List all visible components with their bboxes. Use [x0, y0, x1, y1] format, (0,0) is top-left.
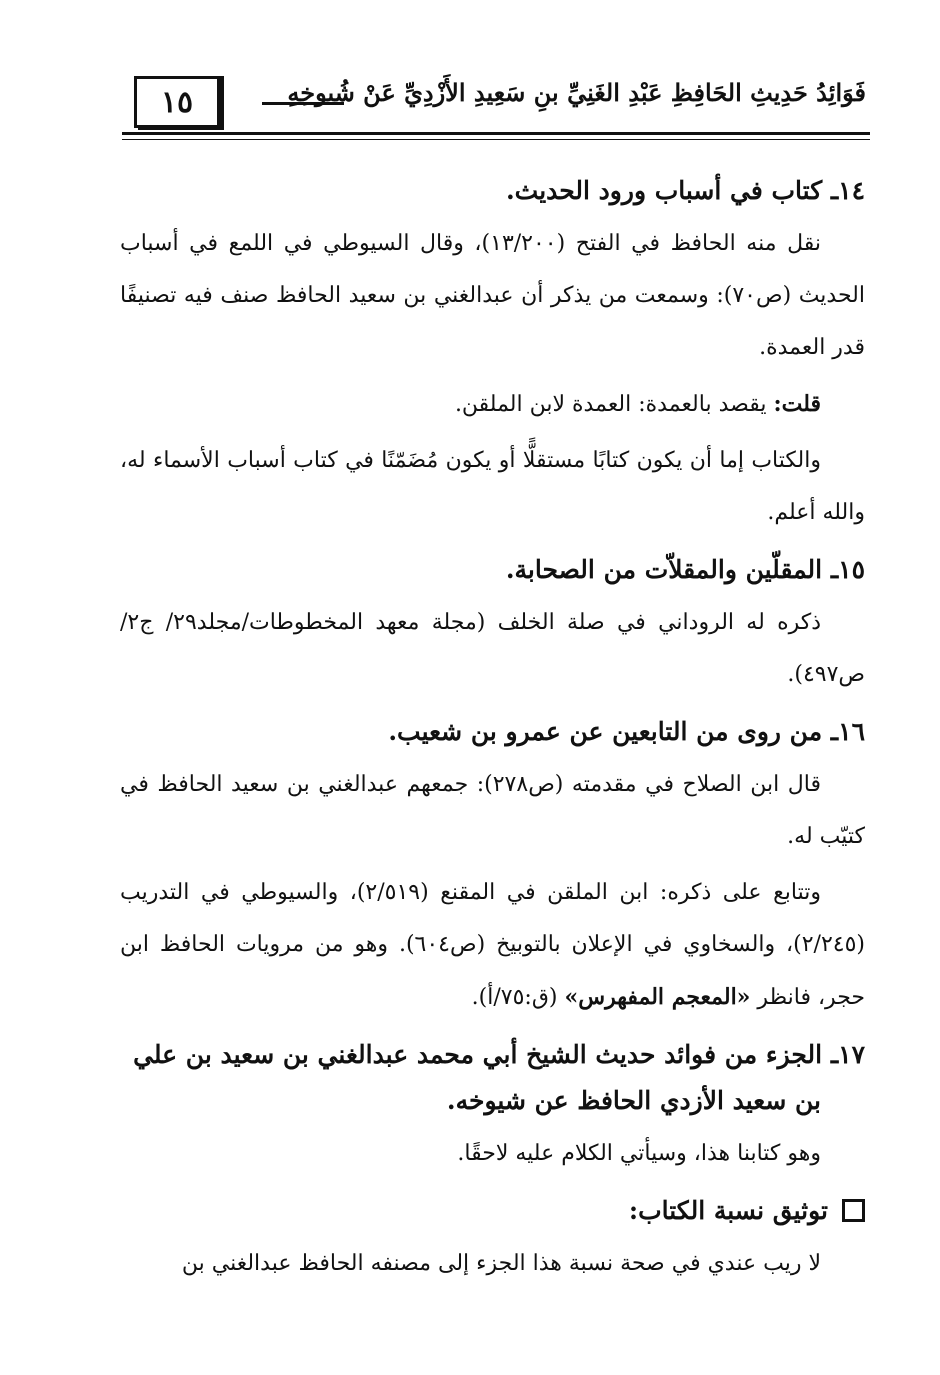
header-rule-thin — [122, 139, 870, 140]
section-14-paragraph-1: نقل منه الحافظ في الفتح (١٣/٢٠٠)، وقال السيوطي في اللمع في أسباب الحديث (ص٧٠): وسمعت من يذكر أن عبدالغني بن سعيد الحافظ صنف فيه تصنيفًا قدر العمدة. — [120, 231, 865, 360]
running-title: فَوَائِدُ حَدِيثِ الحَافِظِ عَبْدِ الغَنِيِّ بنِ سَعِيدِ الأَزْدِيِّ عَنْ شُيوخِهِ — [287, 78, 866, 107]
qult-label: قلت: — [773, 391, 821, 417]
section-16-p2-text: وتتابع على ذكره: ابن الملقن في المقنع (٢/٥١٩)، والسيوطي في التدريب (٢/٢٤٥)، والسخاوي في الإعلان بالتوبيخ (ص٦٠٤). وهو من مرويات الحافظ ابن حجر، فانظر — [120, 880, 865, 1010]
section-16-p2-bold: «المعجم المفهرس» — [564, 984, 751, 1010]
section-14-paragraph-2: والكتاب إما أن يكون كتابًا مستقلًّا أو يكون مُضَمّنًا في كتاب أسباب الأسماء له، والله أعلم. — [120, 448, 865, 525]
qult-text: يقصد بالعمدة: العمدة لابن الملقن. — [454, 392, 774, 417]
section-14-heading: ١٤ـ كتاب في أسباب ورود الحديث. — [505, 176, 865, 205]
section-15-paragraph-1: ذكره له الروداني في صلة الخلف (مجلة معهد المخطوطات/مجلد٢٩/ ج٢/ ص٤٩٧). — [120, 610, 865, 687]
section-17-paragraph-1: وهو كتابنا هذا، وسيأتي الكلام عليه لاحقًا. — [457, 1141, 821, 1166]
page-header — [122, 70, 870, 130]
section-16-paragraph-2 — [120, 867, 865, 1024]
header-rule-thick — [122, 132, 870, 135]
checkbox-icon — [842, 1199, 865, 1222]
page-number-box — [134, 76, 220, 128]
authentication-heading — [120, 1188, 865, 1234]
page-content — [120, 168, 865, 1290]
section-17-heading: ١٧ـ الجزء من فوائد حديث الشيخ أبي محمد عبدالغني بن سعيد بن علي بن سعيد الأزدي الحافظ عن شيوخه. — [133, 1040, 865, 1115]
authentication-heading-text: توثيق نسبة الكتاب: — [628, 1196, 828, 1225]
section-16-p2-end: (ق:٧٥/أ). — [471, 985, 565, 1010]
section-16-heading: ١٦ـ من روى من التابعين عن عمرو بن شعيب. — [388, 717, 865, 746]
page-number: ١٥ — [160, 84, 194, 120]
section-14-note — [120, 378, 865, 431]
section-15-heading: ١٥ـ المقلّين والمقلاّت من الصحابة. — [505, 555, 865, 584]
authentication-paragraph-1: لا ريب عندي في صحة نسبة هذا الجزء إلى مصنفه الحافظ عبدالغني بن — [181, 1251, 821, 1276]
section-16-paragraph-1: قال ابن الصلاح في مقدمته (ص٢٧٨): جمعهم عبدالغني بن سعيد الحافظ في كتيّب له. — [120, 772, 865, 849]
